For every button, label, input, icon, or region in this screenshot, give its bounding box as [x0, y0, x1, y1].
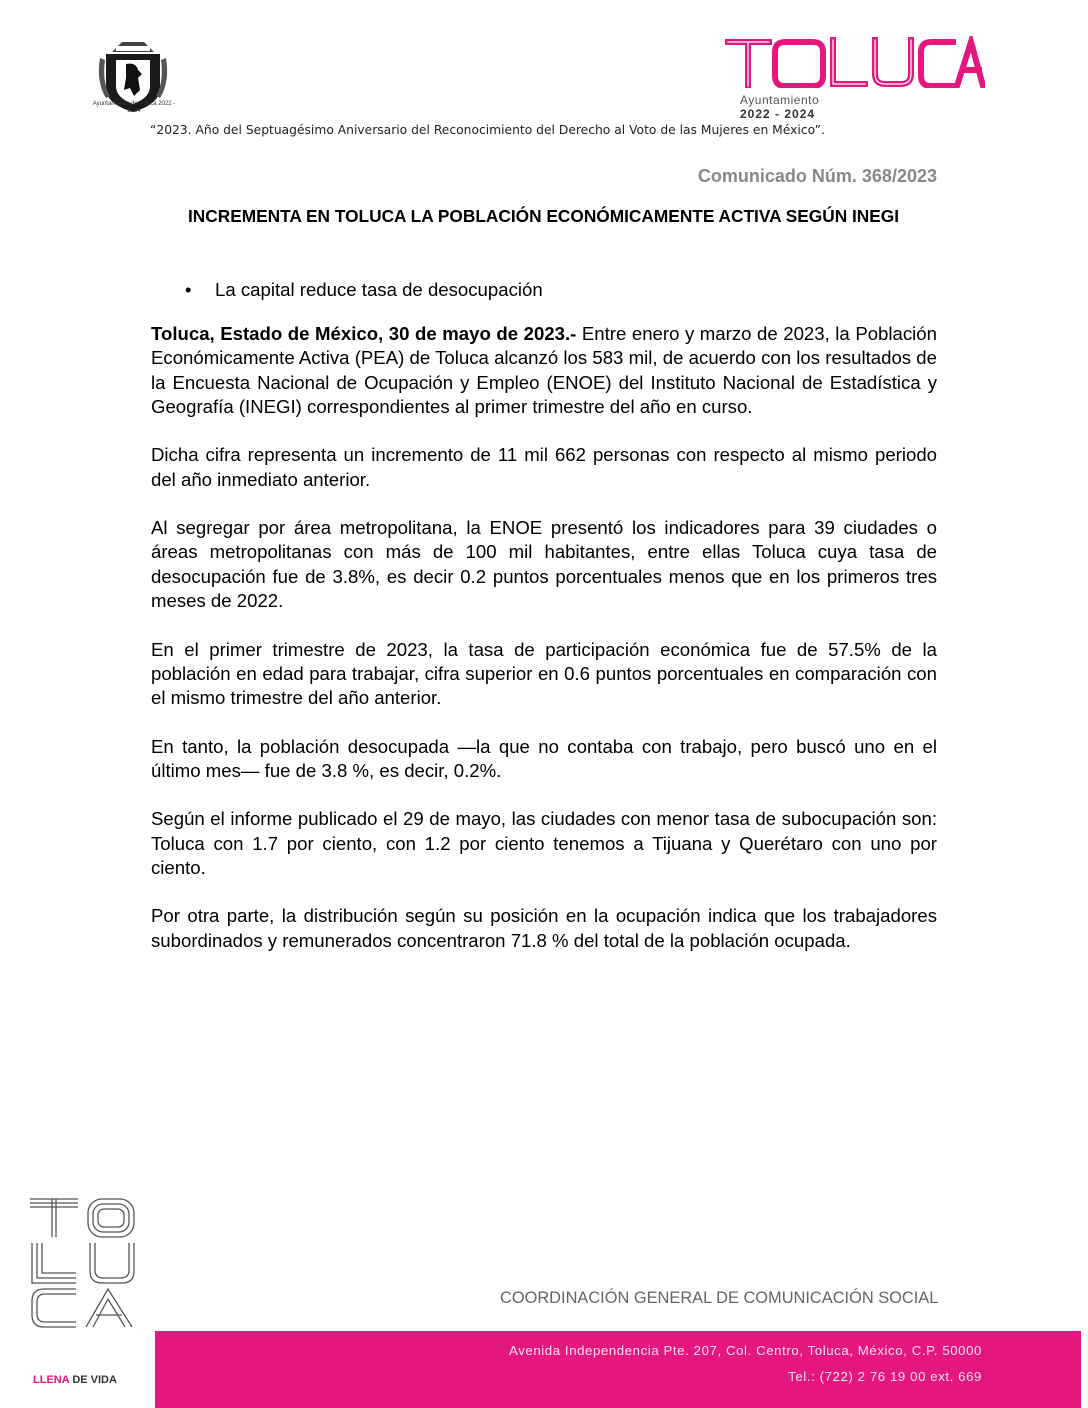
release-number: Comunicado Núm. 368/2023 — [697, 166, 937, 186]
paragraph: Al segregar por área metropolitana, la ENOE presentó los indicadores para 39 ciudades o áreas metropolitanas con más de 100 mil habitantes, entre ellas Toluca cuya tasa de desocupación fue de 3.8%, es decir 0.2 puntos porcentuales menos que en los primeros tres meses de 2022. — [151, 517, 937, 612]
motto-line: “2023. Año del Septuagésimo Aniversario del Reconocimiento del Derecho al Voto de las Mujeres en México”. — [150, 123, 825, 137]
footer-phone: Tel.: (722) 2 76 19 00 ext. 669 — [788, 1369, 982, 1384]
dateline: Toluca, Estado de México, 30 de mayo de 2023.- — [151, 323, 577, 344]
footer-tagline-b: DE VIDA — [72, 1374, 117, 1386]
footer-toluca-logo — [28, 1195, 140, 1330]
bullet-text: La capital reduce tasa de desocupación — [215, 279, 543, 300]
bullet-list-item — [185, 279, 543, 301]
paragraph-text: Entre enero y marzo de 2023, la Población Económicamente Activa (PEA) de Toluca alcanzó los 583 mil, de acuerdo con los resultados de la Encuesta Nacional de Ocupación y Empleo (ENOE) del Instituto Nacional de Estadística y Geografía (INEGI) correspondientes al primer trimestre del año en curso. — [151, 323, 937, 417]
footer-tagline — [33, 1374, 117, 1386]
paragraph: Dicha cifra representa un incremento de 11 mil 662 personas con respecto al mismo periodo del año inmediato anterior. — [151, 444, 937, 490]
paragraph: Según el informe publicado el 29 de mayo, las ciudades con menor tasa de subocupación son: Toluca con 1.7 por ciento, con 1.2 por ciento tenemos a Tijuana y Querétaro con uno por ciento. — [151, 808, 937, 878]
footer-tagline-a: LLENA — [33, 1374, 73, 1386]
toluca-logo — [725, 36, 985, 88]
paragraph: Por otra parte, la distribución según su posición en la ocupación indica que los trabajadores subordinados y remunerados concentraron 71.8 % del total de la población ocupada. — [151, 905, 937, 951]
coordination-label: COORDINACIÓN GENERAL DE COMUNICACIÓN SOCIAL — [500, 1289, 939, 1307]
paragraph: En el primer trimestre de 2023, la tasa de participación económica fue de 57.5% de la población en edad para trabajar, cifra superior en 0.6 puntos porcentuales en comparación con el mismo trimestre del año anterior. — [151, 638, 937, 709]
seal-caption: Ayuntamiento de Toluca 2022 - 2024 — [92, 101, 176, 114]
logo-subtitle: Ayuntamiento — [740, 93, 820, 107]
headline: INCREMENTA EN TOLUCA LA POBLACIÓN ECONÓMICAMENTE ACTIVA SEGÚN INEGI — [187, 206, 900, 226]
logo-years: 2022 - 2024 — [740, 107, 816, 121]
paragraph — [151, 322, 937, 419]
footer-address: Avenida Independencia Pte. 207, Col. Centro, Toluca, México, C.P. 50000 — [509, 1343, 982, 1358]
paragraph: En tanto, la población desocupada —la que no contaba con trabajo, pero buscó uno en el último mes— fue de 3.8 %, es decir, 0.2%. — [151, 735, 937, 781]
bullet-icon: • — [185, 279, 192, 300]
article-body — [151, 322, 937, 977]
